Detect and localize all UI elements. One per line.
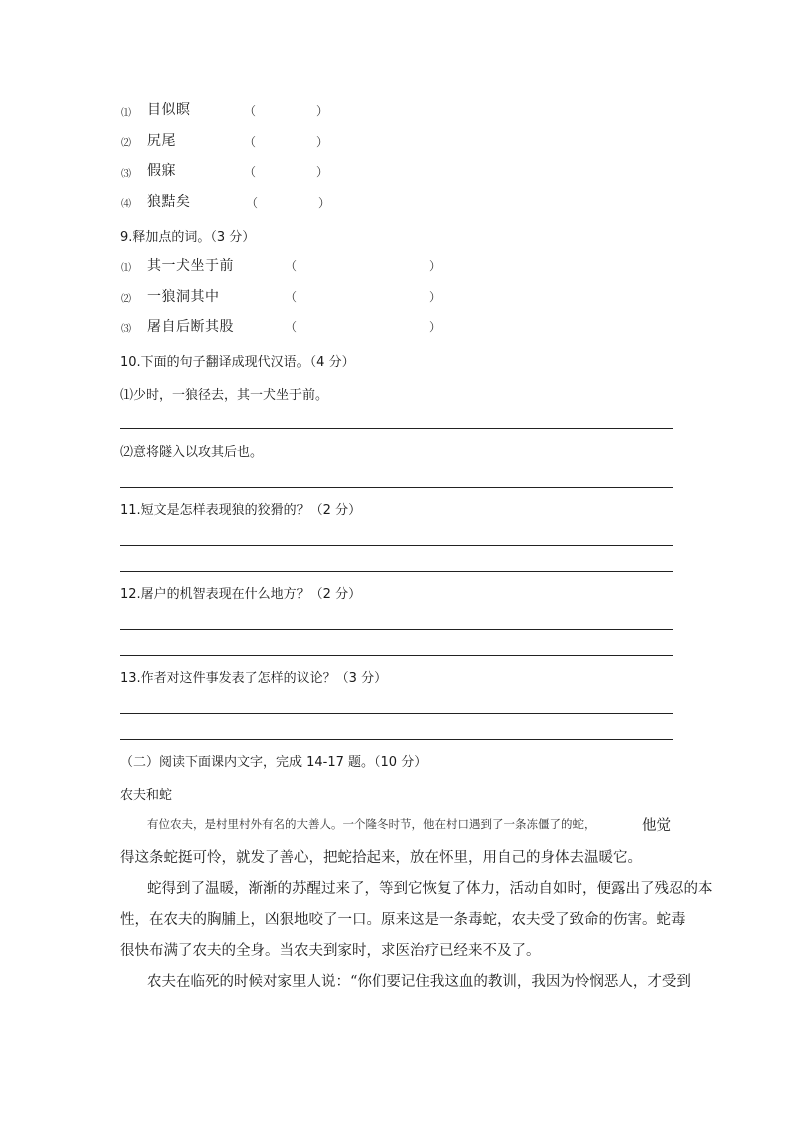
question-11-heading: 11.短文是怎样表现狼的狡猾的？（2 分）: [120, 503, 362, 518]
translation-sentence: ⑴少时，一狼径去，其一犬坐于前。: [120, 388, 329, 403]
item-number: ⑵: [121, 138, 131, 149]
answer-line[interactable]: [120, 629, 673, 630]
section-2-heading: （二）阅读下面课内文字，完成 14-17 题。（10 分）: [120, 755, 428, 770]
passage-text: 有位农夫，是村里村外有名的大善人。一个隆冬时节，他在村口遇到了一条冻僵了的蛇，: [147, 817, 596, 831]
answer-blank[interactable]: （ ）: [285, 259, 442, 273]
answer-blank[interactable]: （ ）: [285, 320, 442, 334]
passage-text: 农夫在临死的时候对家里人说：“你们要记住我这血的教训，我因为怜悯恶人，才受到: [147, 974, 691, 990]
question-10-heading: 10.下面的句子翻译成现代汉语。（4 分）: [120, 355, 355, 370]
item-number: ⑶: [121, 169, 131, 180]
vocab-word: 假寐: [147, 163, 176, 179]
answer-blank[interactable]: （ ）: [244, 135, 329, 149]
item-number: ⑴: [121, 263, 131, 274]
question-12-heading: 12.屠户的机智表现在什么地方？（2 分）: [120, 587, 362, 602]
question-9-heading: 9.释加点的词。（3 分）: [120, 230, 256, 245]
item-number: ⑴: [121, 108, 131, 119]
vocab-phrase: 一狼洞其中: [147, 289, 220, 305]
vocab-word: 狼黠矣: [147, 194, 191, 210]
question-13-heading: 13.作者对这件事发表了怎样的议论？（3 分）: [120, 671, 388, 686]
answer-blank[interactable]: （ ）: [244, 104, 329, 118]
passage-text: 很快布满了农夫的全身。当农夫到家时，求医治疗已经来不及了。: [120, 943, 541, 959]
passage-text: 蛇得到了温暖，渐渐的苏醒过来了，等到它恢复了体力，活动自如时，便露出了残忍的本: [147, 881, 713, 897]
item-number: ⑵: [121, 294, 131, 305]
item-number: ⑶: [121, 324, 131, 335]
vocab-word: 尻尾: [147, 133, 176, 149]
answer-line[interactable]: [120, 428, 673, 429]
vocab-phrase: 其一犬坐于前: [147, 258, 234, 274]
answer-line[interactable]: [120, 487, 673, 488]
answer-line[interactable]: [120, 545, 673, 546]
passage-text: 性，在农夫的胸脯上，凶狠地咬了一口。原来这是一条毒蛇，农夫受了致命的伤害。蛇毒: [120, 912, 686, 928]
vocab-word: 目似瞑: [147, 102, 191, 118]
translation-sentence: ⑵意将隧入以攻其后也。: [120, 445, 264, 460]
answer-blank[interactable]: （ ）: [285, 290, 442, 304]
passage-text: 他觉: [642, 818, 671, 834]
answer-line[interactable]: [120, 713, 673, 714]
answer-line[interactable]: [120, 739, 673, 740]
answer-line[interactable]: [120, 571, 673, 572]
answer-line[interactable]: [120, 655, 673, 656]
passage-title: 农夫和蛇: [120, 788, 173, 803]
vocab-phrase: 屠自后断其股: [147, 319, 234, 335]
answer-blank[interactable]: （ ）: [244, 165, 329, 179]
item-number: ⑷: [121, 199, 131, 210]
answer-blank[interactable]: （ ）: [246, 196, 331, 210]
passage-text: 得这条蛇挺可怜，就发了善心，把蛇拾起来，放在怀里，用自己的身体去温暖它。: [120, 850, 642, 866]
